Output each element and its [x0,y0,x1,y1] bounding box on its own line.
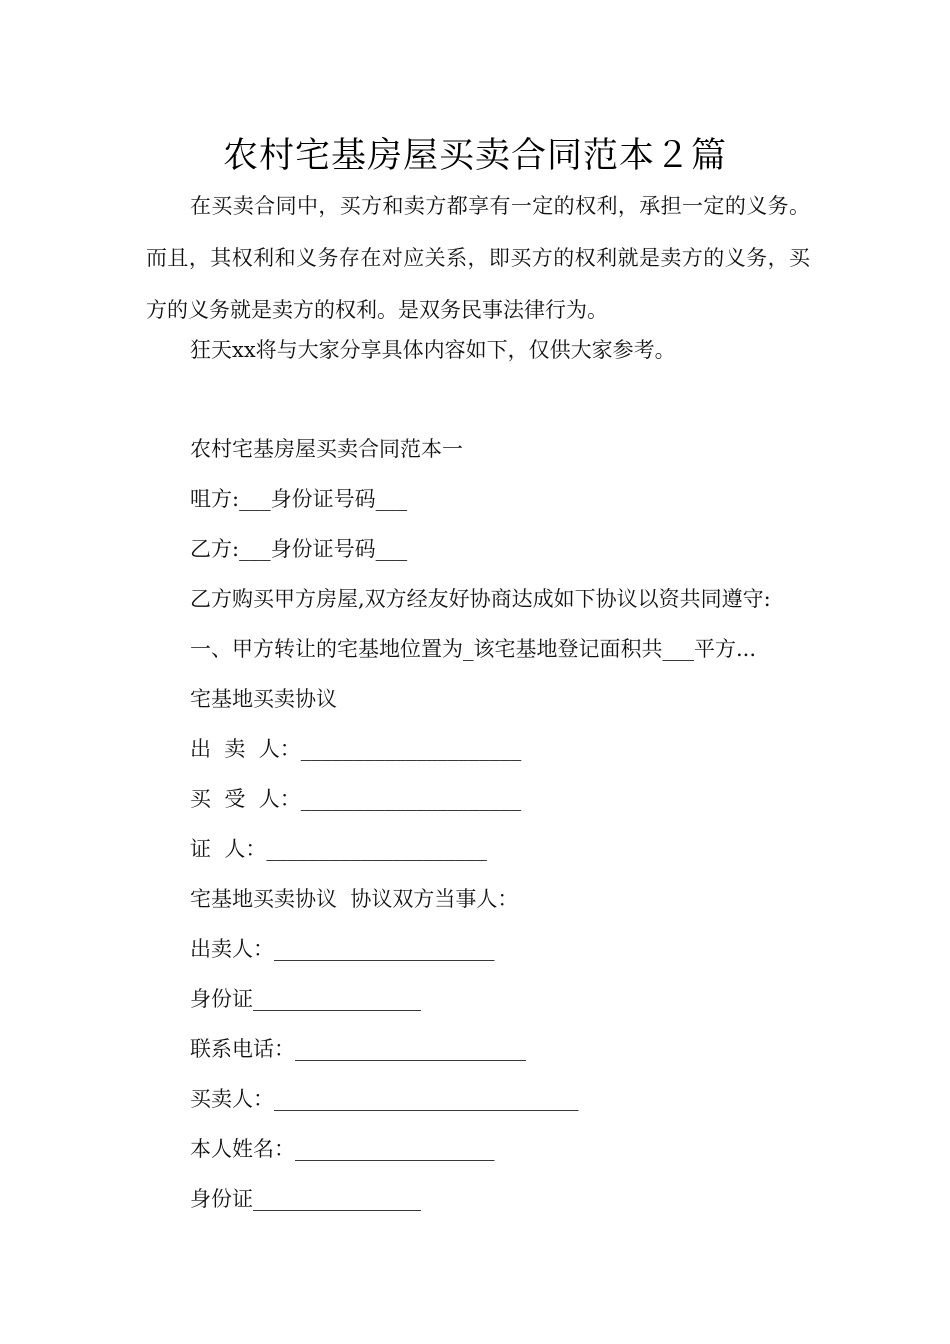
buyer-line: 买 受 人：_____________________ [190,787,522,811]
document-title: 农村宅基房屋买卖合同范本２篇 [222,136,727,176]
seller-id-line: 身份证________________ [190,987,421,1011]
party-a-line: 咀方:___身份证号码___ [190,487,408,511]
witness-line: 证 人：_____________________ [190,837,487,861]
party-b-line: 乙方:___身份证号码___ [190,537,408,561]
phone-line: 联系电话：______________________ [190,1037,526,1061]
seller-name-line: 出卖人：_____________________ [190,937,495,961]
intro-paragraph: 在买卖合同中，买方和卖方都享有一定的权利，承担一定的义务。而且，其权利和义务存在对应关系，即买方的权利就是卖方的义务，买方的义务就是卖方的权利。是双务民事法律行为。 [146,194,810,322]
parties-heading-line: 宅基地买卖协议 协议双方当事人： [190,887,519,911]
buyer-name-line: 买卖人：_____________________________ [190,1087,579,1111]
agreement-title-line: 宅基地买卖协议 [190,687,337,711]
personal-name-line: 本人姓名：___________________ [190,1137,495,1161]
seller-line: 出 卖 人：_____________________ [190,737,522,761]
agreement-line: 乙方购买甲方房屋,双方经友好协商达成如下协议以资共同遵守: [190,587,771,611]
share-paragraph: 狂天xx将与大家分享具体内容如下，仅供大家参考。 [190,338,676,362]
clause-one-line: 一、甲方转让的宅基地位置为_该宅基地登记面积共___平方... [190,637,757,661]
contract-heading: 农村宅基房屋买卖合同范本一 [190,437,463,461]
buyer-id-line: 身份证________________ [190,1187,421,1211]
